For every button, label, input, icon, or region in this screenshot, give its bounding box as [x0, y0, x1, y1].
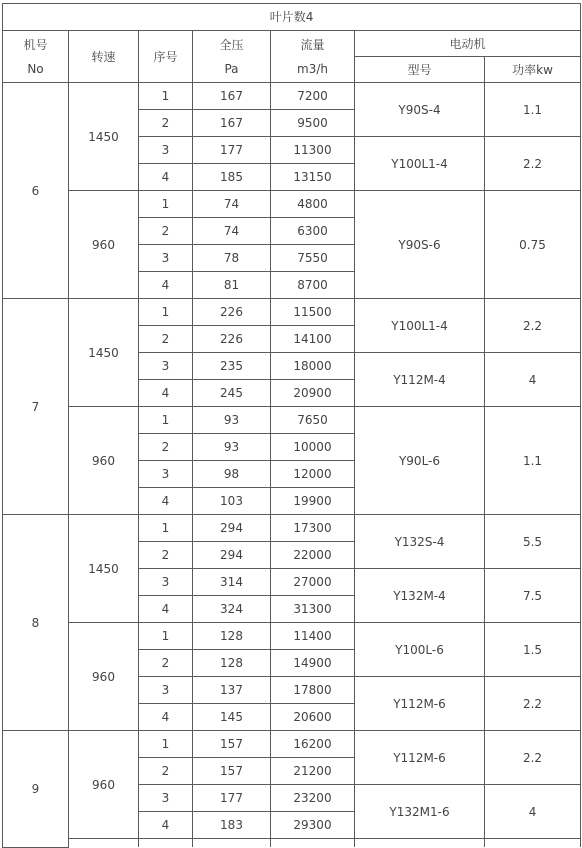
seq-cell: 3 [139, 137, 193, 164]
pressure-cell: 74 [193, 191, 271, 218]
motor-model-cell: Y132S-4 [355, 515, 485, 569]
seq-cell: 2 [139, 758, 193, 785]
flow-cell: 9500 [271, 110, 355, 137]
motor-power-cell: 4 [485, 353, 581, 407]
pressure-cell: 294 [193, 515, 271, 542]
speed-cell: 960 [69, 731, 139, 839]
pressure-cell: 93 [193, 407, 271, 434]
speed-cell: 960 [69, 407, 139, 515]
pressure-cell: 78 [193, 245, 271, 272]
pressure-cell: 177 [193, 137, 271, 164]
flow-cell: 11400 [271, 623, 355, 650]
seq-cell: 1 [139, 515, 193, 542]
flow-cell: 8700 [271, 272, 355, 299]
machine-no-cell: 9 [3, 731, 69, 848]
motor-model-cell: Y112M-6 [355, 731, 485, 785]
header-flow-unit: m3/h [297, 61, 328, 76]
table-row [3, 731, 581, 758]
pressure-cell: 324 [193, 596, 271, 623]
seq-cell: 4 [139, 272, 193, 299]
seq-cell: 3 [139, 785, 193, 812]
pressure-cell: 93 [193, 434, 271, 461]
seq-cell: 3 [139, 461, 193, 488]
flow-cell: 27000 [271, 569, 355, 596]
speed-cell: 960 [69, 623, 139, 731]
motor-power-cell: 4 [485, 785, 581, 839]
seq-cell: 4 [139, 812, 193, 839]
seq-cell: 2 [139, 326, 193, 353]
pressure-cell: 128 [193, 623, 271, 650]
header-pressure-unit: Pa [224, 61, 239, 76]
motor-model-cell: Y90S-6 [355, 191, 485, 299]
table-row [3, 407, 581, 434]
flow-cell: 22000 [271, 542, 355, 569]
seq-cell: 4 [139, 596, 193, 623]
seq-cell: 1 [139, 623, 193, 650]
empty-cell [69, 839, 139, 848]
seq-cell: 1 [139, 731, 193, 758]
speed-cell: 1450 [69, 83, 139, 191]
pressure-cell: 98 [193, 461, 271, 488]
flow-cell: 7550 [271, 245, 355, 272]
pressure-cell: 226 [193, 326, 271, 353]
seq-cell: 4 [139, 704, 193, 731]
machine-no-cell: 6 [3, 83, 69, 299]
seq-cell: 2 [139, 218, 193, 245]
flow-cell: 19900 [271, 488, 355, 515]
seq-cell: 2 [139, 650, 193, 677]
flow-cell: 20900 [271, 380, 355, 407]
empty-cell [271, 839, 355, 848]
empty-cell [193, 839, 271, 848]
motor-model-cell: Y112M-4 [355, 353, 485, 407]
seq-cell: 1 [139, 407, 193, 434]
motor-power-cell: 2.2 [485, 677, 581, 731]
flow-cell: 14900 [271, 650, 355, 677]
header-machine-no-en-label: No [27, 61, 44, 76]
header-motor: 电动机 [355, 31, 581, 57]
pressure-cell: 226 [193, 299, 271, 326]
header-machine-no-label: 机号 [23, 37, 48, 52]
pressure-cell: 167 [193, 110, 271, 137]
pressure-cell: 157 [193, 758, 271, 785]
motor-model-cell: Y132M1-6 [355, 785, 485, 839]
flow-cell: 20600 [271, 704, 355, 731]
header-motor-power: 功率kw [485, 57, 581, 83]
speed-cell: 1450 [69, 515, 139, 623]
seq-cell: 1 [139, 191, 193, 218]
seq-cell: 2 [139, 110, 193, 137]
seq-cell: 1 [139, 299, 193, 326]
flow-cell: 16200 [271, 731, 355, 758]
motor-power-cell: 2.2 [485, 299, 581, 353]
table-row [3, 83, 581, 110]
seq-cell: 4 [139, 164, 193, 191]
table-row [3, 299, 581, 326]
flow-cell: 29300 [271, 812, 355, 839]
flow-cell: 7650 [271, 407, 355, 434]
pressure-cell: 137 [193, 677, 271, 704]
seq-cell: 2 [139, 542, 193, 569]
pressure-cell: 157 [193, 731, 271, 758]
header-machine-no [3, 31, 69, 83]
pressure-cell: 185 [193, 164, 271, 191]
table-body [3, 83, 581, 848]
seq-cell: 2 [139, 434, 193, 461]
seq-cell: 1 [139, 83, 193, 110]
header-seq: 序号 [139, 31, 193, 83]
seq-cell: 3 [139, 569, 193, 596]
speed-cell: 960 [69, 191, 139, 299]
empty-cell [485, 839, 581, 848]
motor-power-cell: 1.1 [485, 83, 581, 137]
motor-model-cell: Y90S-4 [355, 83, 485, 137]
table-row [3, 623, 581, 650]
pressure-cell: 103 [193, 488, 271, 515]
pressure-cell: 177 [193, 785, 271, 812]
table-title: 叶片数4 [3, 4, 581, 31]
flow-cell: 31300 [271, 596, 355, 623]
seq-cell: 3 [139, 353, 193, 380]
motor-power-cell: 0.75 [485, 191, 581, 299]
motor-power-cell: 7.5 [485, 569, 581, 623]
motor-power-cell: 5.5 [485, 515, 581, 569]
flow-cell: 21200 [271, 758, 355, 785]
header-pressure [193, 31, 271, 83]
table-row [3, 515, 581, 542]
header-flow-label: 流量 [300, 37, 325, 52]
flow-cell: 10000 [271, 434, 355, 461]
seq-cell: 3 [139, 245, 193, 272]
machine-no-cell: 7 [3, 299, 69, 515]
motor-model-cell: Y100L1-4 [355, 137, 485, 191]
flow-cell: 13150 [271, 164, 355, 191]
pressure-cell: 235 [193, 353, 271, 380]
flow-cell: 4800 [271, 191, 355, 218]
motor-model-cell: Y112M-6 [355, 677, 485, 731]
flow-cell: 11300 [271, 137, 355, 164]
pressure-cell: 167 [193, 83, 271, 110]
header-motor-model: 型号 [355, 57, 485, 83]
header-speed: 转速 [69, 31, 139, 83]
flow-cell: 7200 [271, 83, 355, 110]
flow-cell: 12000 [271, 461, 355, 488]
header-pressure-label: 全压 [219, 37, 244, 52]
machine-no-cell: 8 [3, 515, 69, 731]
pressure-cell: 183 [193, 812, 271, 839]
flow-cell: 18000 [271, 353, 355, 380]
motor-model-cell: Y132M-4 [355, 569, 485, 623]
table-row-cutoff [3, 839, 581, 848]
seq-cell: 3 [139, 677, 193, 704]
pressure-cell: 145 [193, 704, 271, 731]
motor-model-cell: Y100L-6 [355, 623, 485, 677]
motor-power-cell: 1.5 [485, 623, 581, 677]
flow-cell: 11500 [271, 299, 355, 326]
motor-model-cell: Y90L-6 [355, 407, 485, 515]
pressure-cell: 245 [193, 380, 271, 407]
motor-power-cell: 1.1 [485, 407, 581, 515]
motor-model-cell: Y100L1-4 [355, 299, 485, 353]
flow-cell: 14100 [271, 326, 355, 353]
header-flow [271, 31, 355, 83]
motor-power-cell: 2.2 [485, 731, 581, 785]
fan-spec-table [2, 3, 581, 848]
empty-cell [139, 839, 193, 848]
table-row [3, 191, 581, 218]
flow-cell: 17300 [271, 515, 355, 542]
pressure-cell: 314 [193, 569, 271, 596]
motor-power-cell: 2.2 [485, 137, 581, 191]
pressure-cell: 81 [193, 272, 271, 299]
speed-cell: 1450 [69, 299, 139, 407]
flow-cell: 17800 [271, 677, 355, 704]
pressure-cell: 128 [193, 650, 271, 677]
flow-cell: 23200 [271, 785, 355, 812]
seq-cell: 4 [139, 380, 193, 407]
pressure-cell: 74 [193, 218, 271, 245]
flow-cell: 6300 [271, 218, 355, 245]
pressure-cell: 294 [193, 542, 271, 569]
empty-cell [355, 839, 485, 848]
seq-cell: 4 [139, 488, 193, 515]
